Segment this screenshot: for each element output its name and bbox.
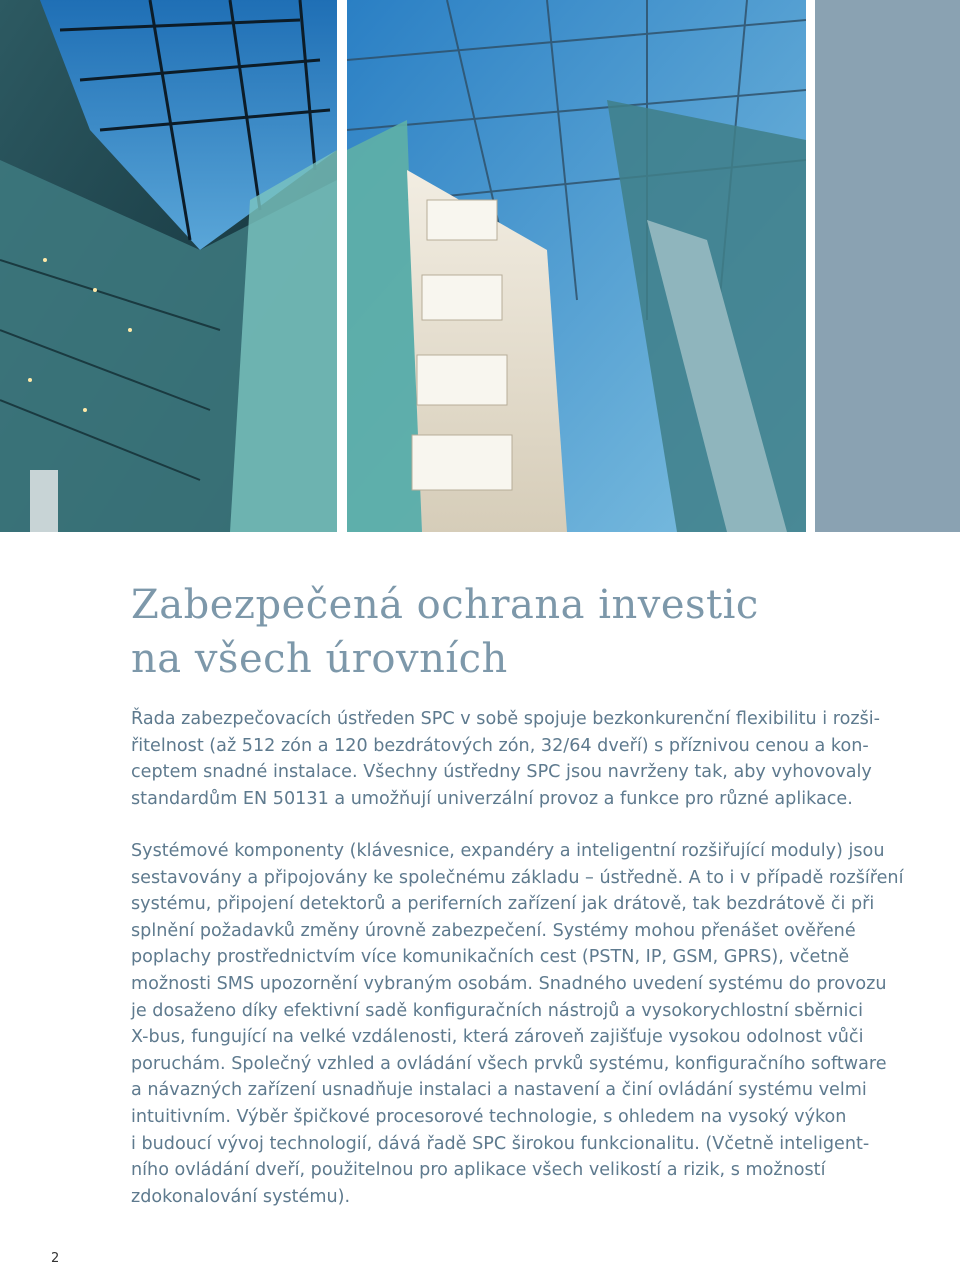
body-line: systému, připojení detektorů a periferních zařízení jak drátově, tak bezdrátově či při [131, 894, 875, 915]
intro-line: standardům EN 50131 a umožňují univerzální provoz a funkce pro různé aplikace. [131, 788, 853, 809]
body-line: Systémové komponenty (klávesnice, expandéry a inteligentní rozšiřující moduly) jsou [131, 841, 885, 861]
body-line: i budoucí vývoj technologií, dává řadě SPC širokou funkcionalitu. (Včetně inteligent- [131, 1133, 870, 1154]
body-line: sestavovány a připojovány ke společnému základu – ústředně. A to i v případě rozšíření [131, 867, 904, 888]
page-title [131, 578, 759, 686]
body-line: X-bus, fungující na velké vzdálenosti, která zároveň zajišťuje vysokou odolnost vůči [131, 1027, 864, 1048]
body-line: zdokonalování systému). [131, 1186, 351, 1207]
intro-line: Řada zabezpečovacích ústředen SPC v sobě spojuje bezkonkurenční flexibilitu i rozši- [131, 709, 880, 729]
atrium-skylight-photo [0, 0, 337, 532]
intro-paragraph [131, 706, 880, 812]
body-line: je dosaženo díky efektivní sadě konfiguračních nástrojů a vysokorychlostní sběrnici [131, 1000, 863, 1021]
body-paragraph [131, 838, 903, 1210]
body-line: možnosti SMS upozornění vybraným osobám. Snadného uvedení systému do provozu [131, 973, 887, 994]
body-line: a návazných zařízení usnadňuje instalaci a nastavení a činí ovládání systému velmi [131, 1080, 867, 1101]
page-number: 2 [51, 1251, 60, 1266]
body-line: ního ovládání dveří, použitelnou pro aplikace všech velikostí a rizik, s možností [131, 1160, 826, 1181]
title-line-1: Zabezpečená ochrana investic [131, 582, 759, 628]
intro-line: ceptem snadné instalace. Všechny ústředny SPC jsou navrženy tak, aby vyhovovaly [131, 762, 872, 783]
title-line-2: na všech úrovních [131, 636, 508, 682]
body-line: poplachy prostřednictvím více komunikačních cest (PSTN, IP, GSM, GPRS), včetně [131, 947, 850, 968]
color-panel [815, 0, 960, 532]
intro-line: řitelnost (až 512 zón a 120 bezdrátových zón, 32/64 dveří) s příznivou cenou a kon- [131, 735, 869, 756]
body-line: poruchám. Společný vzhled a ovládání všech prvků systému, konfiguračního software [131, 1053, 887, 1074]
atrium-glass-facade-photo [347, 0, 806, 532]
body-line: intuitivním. Výběr špičkové procesorové technologie, s ohledem na vysoký výkon [131, 1106, 847, 1127]
body-line: splnění požadavků změny úrovně zabezpečení. Systémy mohou přenášet ověřené [131, 920, 856, 941]
